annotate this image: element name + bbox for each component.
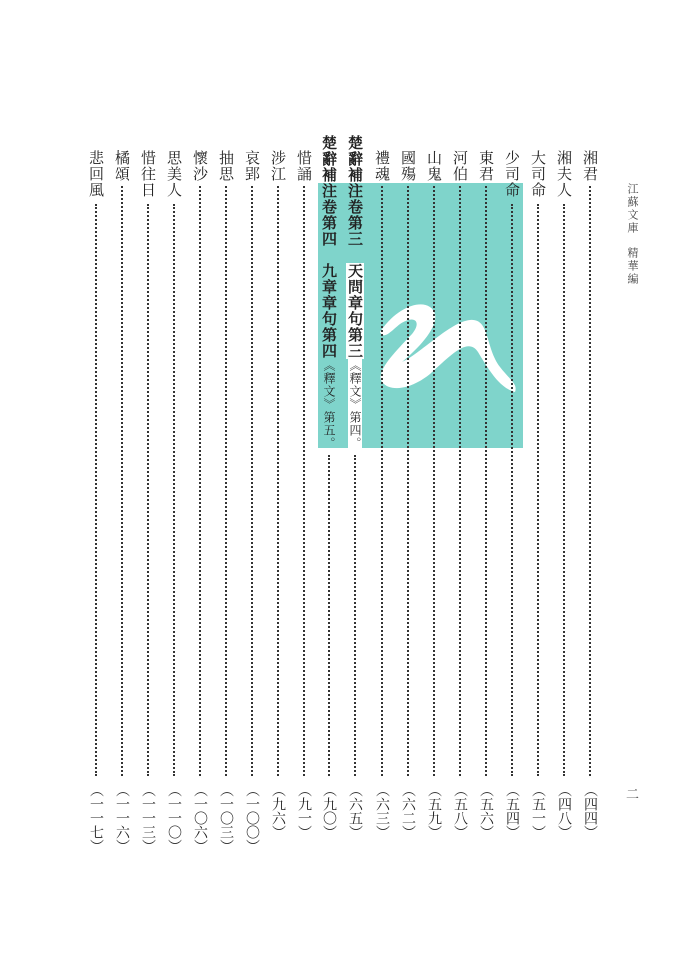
toc-entry-page: （一〇〇） bbox=[244, 783, 260, 853]
leader-dots bbox=[433, 186, 435, 776]
toc-entry[interactable] bbox=[397, 150, 419, 870]
toc-entry-page: （五九） bbox=[426, 783, 442, 839]
chapter-heading-3[interactable] bbox=[344, 135, 366, 870]
toc-entry[interactable] bbox=[423, 150, 445, 870]
toc-entry-title: 大司命 bbox=[529, 150, 547, 198]
toc-entry-title: 山鬼 bbox=[425, 150, 443, 182]
leader-dots bbox=[277, 186, 279, 776]
leader-dots bbox=[199, 186, 201, 776]
toc-entry-title: 悲回風 bbox=[87, 150, 105, 198]
toc-entry[interactable] bbox=[267, 150, 289, 870]
toc-entry-page: （一〇六） bbox=[192, 783, 208, 853]
chapter-main-title: 楚辭補注卷第四 bbox=[320, 135, 338, 247]
toc-entry-page: （六三） bbox=[374, 783, 390, 839]
toc-entry-page: （一一〇） bbox=[166, 783, 182, 853]
leader-dots bbox=[303, 186, 305, 776]
toc-entry-title: 惜誦 bbox=[295, 150, 313, 182]
leader-dots bbox=[147, 204, 149, 776]
toc-entry-page: （九六） bbox=[270, 783, 286, 839]
toc-entry-page: （四八） bbox=[556, 783, 572, 839]
toc-entry-page: （五一） bbox=[530, 783, 546, 839]
toc-entry-page: （五六） bbox=[478, 783, 494, 839]
toc-entry[interactable] bbox=[215, 150, 237, 870]
toc-entry-title: 湘夫人 bbox=[555, 150, 573, 198]
toc-entry[interactable] bbox=[241, 150, 263, 870]
toc-entry-page: （九〇） bbox=[321, 783, 337, 839]
toc-entry-title: 惜往日 bbox=[139, 150, 157, 198]
toc-entry[interactable] bbox=[111, 150, 133, 870]
leader-dots bbox=[328, 455, 330, 776]
toc-entry-page: （一一七） bbox=[88, 783, 104, 853]
toc-entry-title: 涉江 bbox=[269, 150, 287, 182]
chapter-note: 《釋文》第四。 bbox=[348, 359, 362, 450]
toc-entry-title: 湘君 bbox=[581, 150, 599, 182]
toc-entry-page: （一一六） bbox=[114, 783, 130, 853]
toc-entry[interactable] bbox=[501, 150, 523, 870]
leader-dots bbox=[173, 204, 175, 776]
leader-dots bbox=[407, 186, 409, 776]
chapter-heading-4[interactable] bbox=[318, 135, 340, 870]
toc-entry-title: 橘頌 bbox=[113, 150, 131, 182]
leader-dots bbox=[95, 204, 97, 776]
toc-entry-title: 懷沙 bbox=[191, 150, 209, 182]
leader-dots bbox=[511, 204, 513, 776]
toc-entry-title: 河伯 bbox=[451, 150, 469, 182]
chapter-sub-title: 九章章句第四 bbox=[320, 263, 338, 359]
leader-dots bbox=[537, 204, 539, 776]
toc-entry[interactable] bbox=[579, 150, 601, 870]
toc-entry-title: 國殤 bbox=[399, 150, 417, 182]
leader-dots bbox=[121, 186, 123, 776]
toc-entry[interactable] bbox=[449, 150, 471, 870]
chapter-sub-title: 天問章句第三 bbox=[346, 263, 364, 359]
leader-dots bbox=[225, 186, 227, 776]
toc-entry[interactable] bbox=[371, 150, 393, 870]
toc-entry[interactable] bbox=[163, 150, 185, 870]
section-title: 精華編 bbox=[626, 247, 639, 286]
toc-entry[interactable] bbox=[527, 150, 549, 870]
toc-entry[interactable] bbox=[293, 150, 315, 870]
toc-entry-title: 思美人 bbox=[165, 150, 183, 198]
toc-entry-title: 哀郢 bbox=[243, 150, 261, 182]
toc-entry-page: （五四） bbox=[504, 783, 520, 839]
leader-dots bbox=[459, 186, 461, 776]
toc-entry-title: 抽思 bbox=[217, 150, 235, 182]
toc-entry[interactable] bbox=[137, 150, 159, 870]
leader-dots bbox=[381, 186, 383, 776]
chapter-note: 《釋文》第五。 bbox=[322, 359, 336, 450]
toc-entry[interactable] bbox=[553, 150, 575, 870]
toc-entry[interactable] bbox=[85, 150, 107, 870]
toc-entry-title: 禮魂 bbox=[373, 150, 391, 182]
toc-entry-page: （四四） bbox=[582, 783, 598, 839]
toc-entry-title: 少司命 bbox=[503, 150, 521, 198]
chapter-main-title: 楚辭補注卷第三 bbox=[346, 135, 364, 247]
toc-entry-page: （六五） bbox=[347, 783, 363, 839]
toc-entry[interactable] bbox=[189, 150, 211, 870]
toc-entry-page: （九一） bbox=[296, 783, 312, 839]
page-number: 二 bbox=[623, 787, 638, 800]
toc-entry-page: （一一三） bbox=[140, 783, 156, 853]
toc-entry[interactable] bbox=[475, 150, 497, 870]
leader-dots bbox=[485, 186, 487, 776]
running-header bbox=[624, 183, 640, 286]
leader-dots bbox=[589, 186, 591, 776]
toc-entry-page: （五八） bbox=[452, 783, 468, 839]
toc-entry-title: 東君 bbox=[477, 150, 495, 182]
leader-dots bbox=[563, 204, 565, 776]
series-title: 江蘇文庫 bbox=[626, 183, 639, 235]
toc-entry-page: （六二） bbox=[400, 783, 416, 839]
leader-dots bbox=[251, 186, 253, 776]
toc-entry-page: （一〇三） bbox=[218, 783, 234, 853]
leader-dots bbox=[354, 455, 356, 776]
